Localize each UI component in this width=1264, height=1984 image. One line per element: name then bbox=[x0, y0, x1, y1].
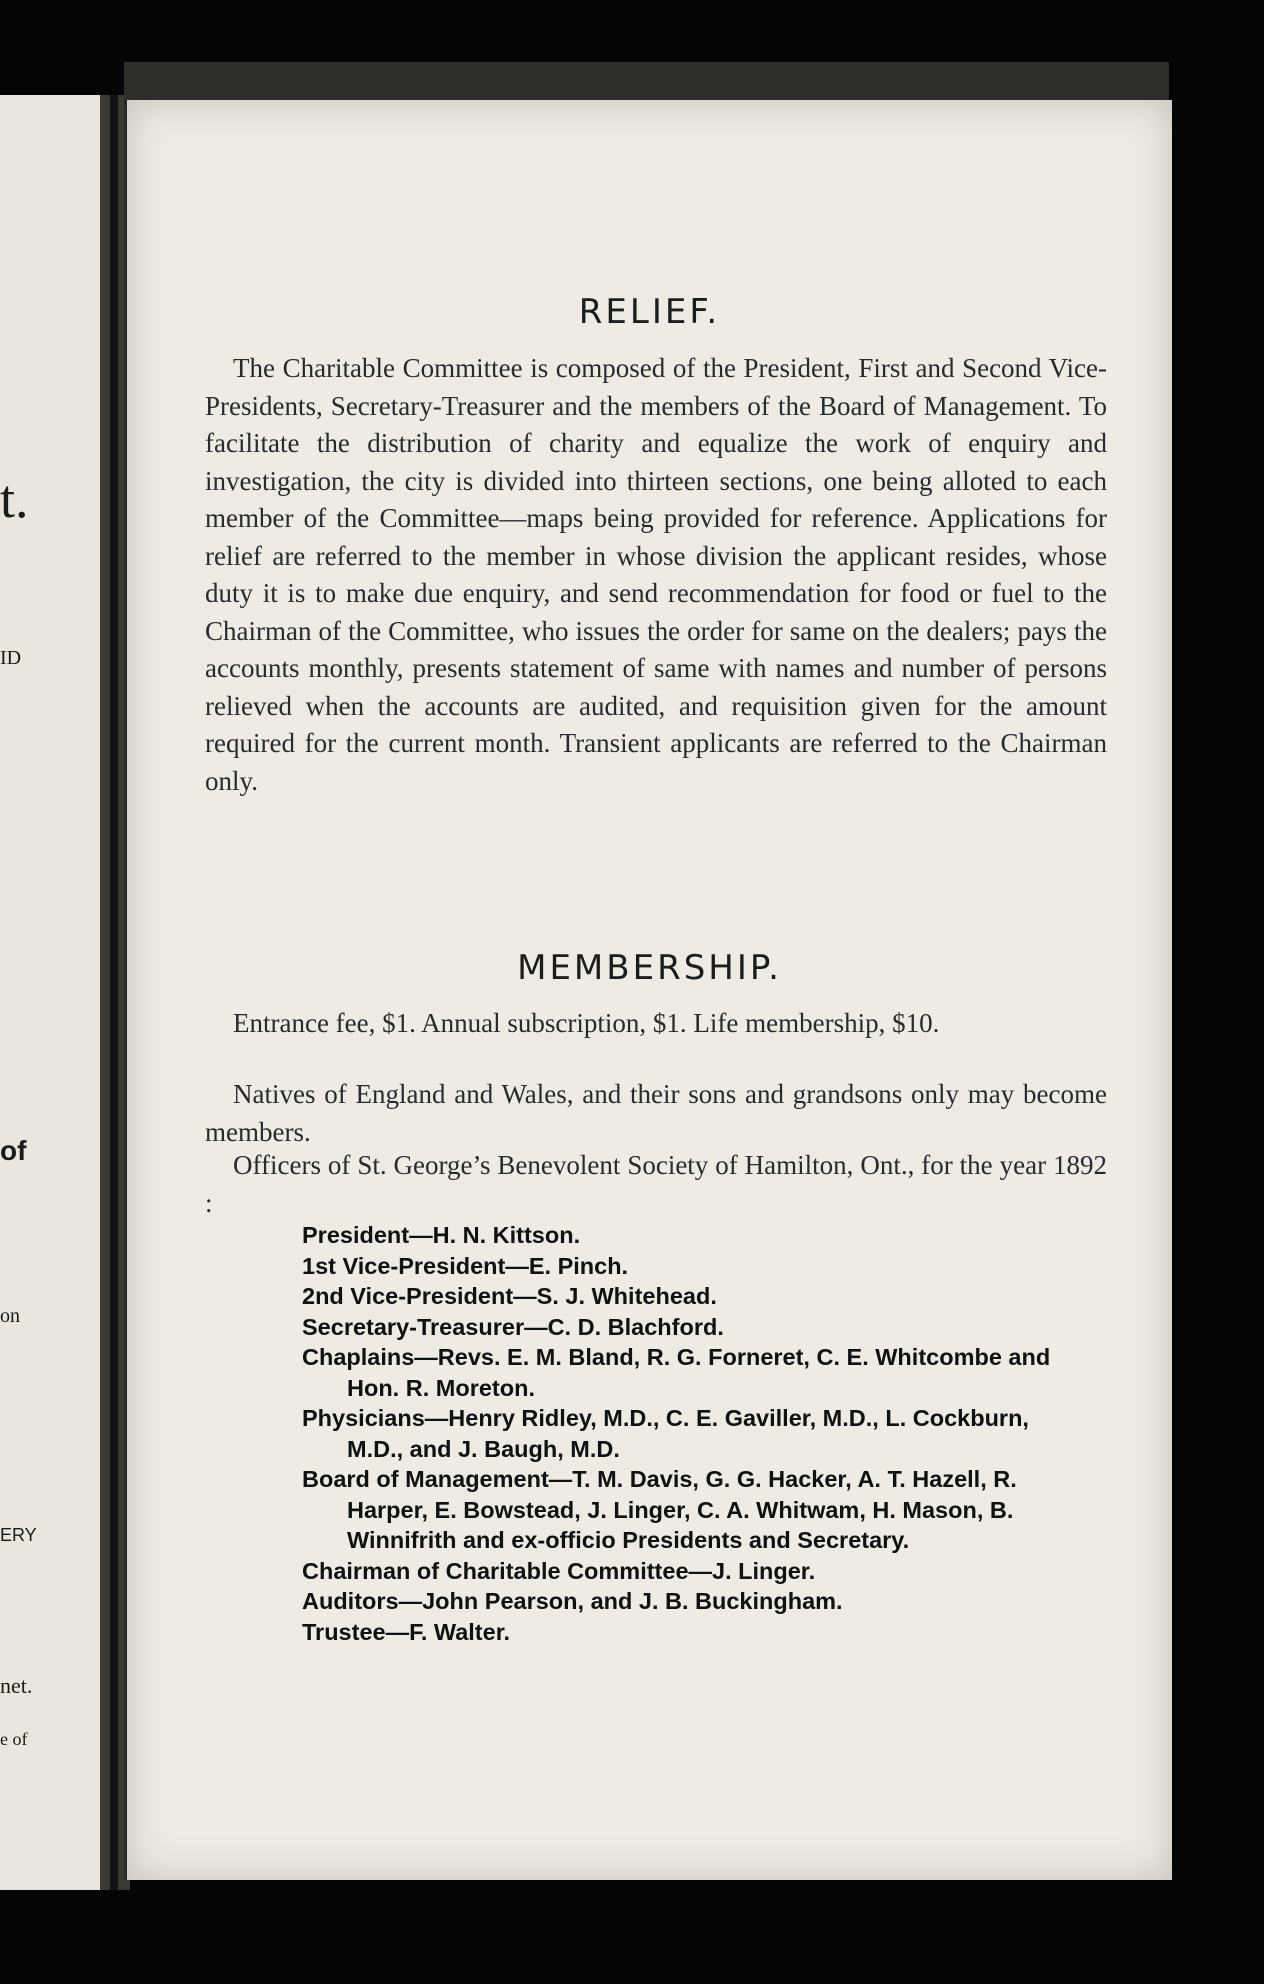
officer-entry: Auditors—John Pearson, and J. B. Buckingham. bbox=[302, 1588, 843, 1614]
membership-eligibility bbox=[205, 1076, 1107, 1151]
left-page-fragment: t. bbox=[0, 469, 29, 529]
officer-entry: 1st Vice-President—E. Pinch. bbox=[302, 1252, 629, 1279]
officer-entry: Secretary-Treasurer—C. D. Blachford. bbox=[302, 1313, 724, 1340]
officer-entry: Trustee—F. Walter. bbox=[302, 1618, 511, 1645]
membership-fees bbox=[205, 1005, 1107, 1043]
officers-intro bbox=[205, 1147, 1107, 1222]
left-page-fragment: of bbox=[0, 1135, 27, 1166]
officers-list bbox=[302, 1220, 1062, 1647]
officer-entry: Board of Management—T. M. Davis, G. G. Hacker, A. T. Hazell, R. Harper, E. Bowstead, J. Linger, C. A. Whitwam, H. Mason, B. Winnifrith and ex-officio Presidents and Secretary. bbox=[302, 1466, 1017, 1553]
page-top-shadow bbox=[124, 62, 1169, 104]
officer-entry: 2nd Vice-President—S. J. Whitehead. bbox=[302, 1283, 717, 1309]
left-facing-page bbox=[0, 95, 102, 1890]
officers-intro-text: Officers of St. George’s Benevolent Society of Hamilton, Ont., for the year 1892 : bbox=[205, 1150, 1107, 1218]
officer-entry: Physicians—Henry Ridley, M.D., C. E. Gaviller, M.D., L. Cockburn, M.D., and J. Baugh, M.D. bbox=[302, 1405, 1029, 1462]
relief-heading: RELIEF. bbox=[578, 292, 721, 332]
eligibility-text: Natives of England and Wales, and their sons and grandsons only may become members. bbox=[205, 1079, 1107, 1147]
membership-heading: MEMBERSHIP. bbox=[517, 948, 782, 988]
relief-text: The Charitable Committee is composed of the President, First and Second Vice-Presidents, Secretary-Treasurer and the members of the Board of Management. To facilitate the distribution of charity and equalize the work of enquiry and investigation, the city is divided into thirteen sections, one being alloted to each member of the Committee—maps being provided for reference. Applications for relief are referred to the member in whose division the applicant resides, whose duty it is to make due enquiry, and send recommendation for food or fuel to the Chairman of the Committee, who issues the order for same on the dealers; pays the accounts monthly, presents statement of same with names and number of persons relieved when the accounts are audited, and requisition given for the amount required for the current month. Transient applicants are referred to the Chairman only. bbox=[205, 353, 1107, 796]
left-page-fragment: ERY bbox=[0, 1525, 37, 1545]
officer-entry: Chaplains—Revs. E. M. Bland, R. G. Forneret, C. E. Whitcombe and Hon. R. Moreton. bbox=[302, 1344, 1051, 1401]
relief-paragraph bbox=[205, 350, 1107, 800]
fees-text: Entrance fee, $1. Annual subscription, $1. Life membership, $10. bbox=[233, 1008, 940, 1038]
officer-entry: President—H. N. Kittson. bbox=[302, 1222, 581, 1248]
left-page-fragment: ID bbox=[0, 647, 22, 669]
left-page-fragment: e of bbox=[0, 1729, 28, 1749]
document-page bbox=[124, 100, 1172, 1880]
left-page-fragment: on bbox=[0, 1305, 20, 1327]
left-page-fragment: net. bbox=[0, 1673, 33, 1698]
officer-entry: Chairman of Charitable Committee—J. Linger. bbox=[302, 1557, 816, 1584]
